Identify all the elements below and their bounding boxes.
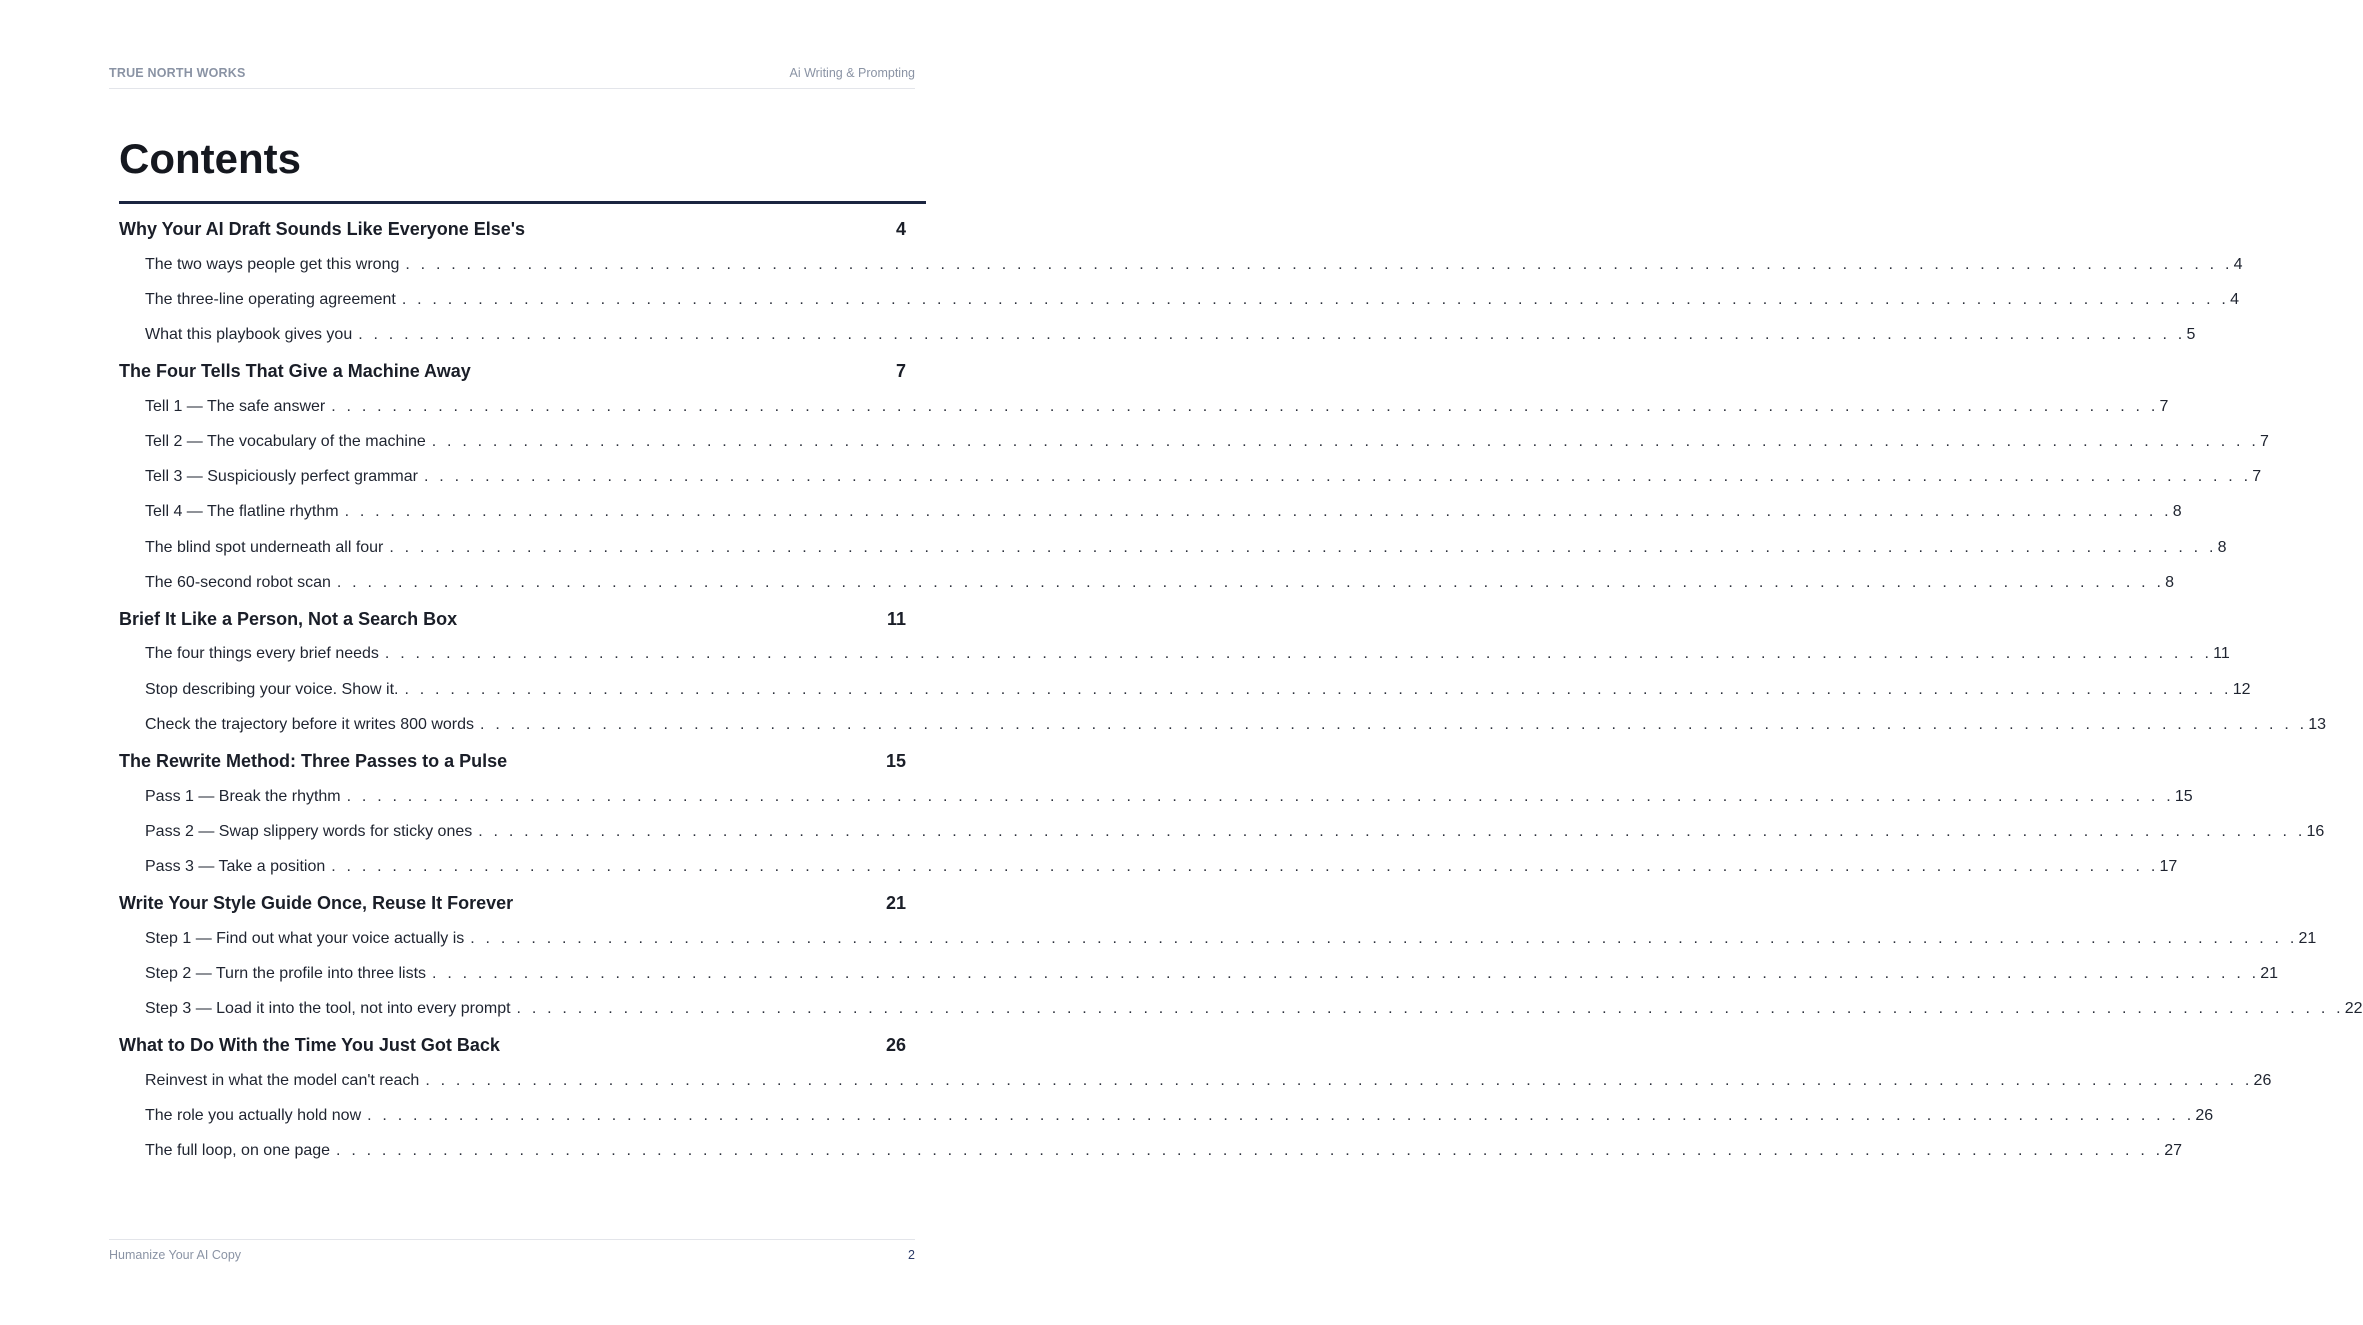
toc-section-page: 15 [2174, 787, 2193, 805]
toc-section-entry[interactable] [119, 317, 2196, 352]
toc-chapter-entry[interactable] [119, 1028, 906, 1063]
dot-leader: . . . . . . . . . . . . . . . . . . . . . . . . . . . . . . . . . . . . . . . . . . . . . . . . . . . . . . . . . . . . . . . . . . . . . . . . . . . . . . . . . . . . . . . . . . . . . . . . . . . . . . . . . . . . . . . . . . . . . . . . [480, 715, 2308, 733]
toc-chapter-entry[interactable] [119, 886, 906, 921]
toc-section-entry[interactable] [119, 849, 2178, 884]
toc-section-title: What this playbook gives you [145, 326, 358, 344]
toc-chapter-group [119, 212, 2243, 353]
toc-section-title: The full loop, on one page [145, 1142, 336, 1160]
toc-chapter-title: The Four Tells That Give a Machine Away [119, 361, 471, 382]
dot-leader: . . . . . . . . . . . . . . . . . . . . . . . . . . . . . . . . . . . . . . . . . . . . . . . . . . . . . . . . . . . . . . . . . . . . . . . . . . . . . . . . . . . . . . . . . . . . . . . . . . . . . . . . . . . . . . . . . . . . . . . . [516, 1000, 2344, 1018]
toc-section-page: 8 [2172, 503, 2182, 521]
toc-chapter-title: Brief It Like a Person, Not a Search Box [119, 608, 458, 629]
toc-section-title: The three-line operating agreement [145, 291, 402, 309]
dot-leader: . . . . . . . . . . . . . . . . . . . . . . . . . . . . . . . . . . . . . . . . . . . . . . . . . . . . . . . . . . . . . . . . . . . . . . . . . . . . . . . . . . . . . . . . . . . . . . . . . . . . . . . . . . . . . . . . . . . . . . . . [336, 573, 2165, 591]
toc-section-page: 22 [2344, 1000, 2363, 1018]
dot-leader: . . . . . . . . . . . . . . . . . . . . . . . . . . . . . . . . . . . . . . . . . . . . . . . . . . . . . . . . . . . . . . . . . . . . . . . . . . . . . . . . . . . . . . . . . . . . . . . . . . . . . . . . . . . . . . . . . . . . . . . . [401, 290, 2230, 308]
toc-section-entry[interactable] [119, 1134, 2183, 1169]
toc-section-page: 8 [2217, 538, 2227, 556]
toc-section-page: 4 [2233, 255, 2243, 273]
dot-leader: . . . . . . . . . . . . . . . . . . . . . . . . . . . . . . . . . . . . . . . . . . . . . . . . . . . . . . . . . . . . . . . . . . . . . . . . . . . . . . . . . . . . . . . . . . . . . . . . . . . . . . . . . . . . . . . . . . . . . . . . [404, 680, 2232, 698]
toc-section-page: 21 [2298, 929, 2317, 947]
toc-section-title: Pass 2 — Swap slippery words for sticky ones [145, 823, 478, 841]
toc-chapter-entry[interactable] [119, 744, 906, 779]
toc-section-page: 16 [2306, 822, 2325, 840]
toc-section-title: The four things every brief needs [145, 645, 385, 663]
toc-section-entry[interactable] [119, 282, 2239, 317]
dot-leader: . . . . . . . . . . . . . . . . . . . . . . . . . . . . . . . . . . . . . . . . . . . . . . . . . . . . . . . . . . . . . . . . . . . . . . . . . . . . . . . . . . . . . . . . . . . . . . . . . . . . . . . . . . . . . . . . . . . . . . . . [344, 503, 2172, 521]
toc-chapter-page: 7 [895, 361, 906, 382]
dot-leader: . . . . . . . . . . . . . . . . . . . . . . . . . . . . . . . . . . . . . . . . . . . . . . . . . . . . . . . . . . . . . . . . . . . . . . . . . . . . . . . . . . . . . . . . . . . . . . . . . . . . . . . . . . . . . . . . . . . . . . . . [423, 468, 2252, 486]
dot-leader: . . . . . . . . . . . . . . . . . . . . . . . . . . . . . . . . . . . . . . . . . . . . . . . . . . . . . . . . . . . . . . . . . . . . . . . . . . . . . . . . . . . . . . . . . . . . . . . . . . . . . . . . . . . . . . . . . . . . . . . . [478, 822, 2306, 840]
toc-chapter-page: 4 [895, 219, 906, 239]
toc-section-title: Step 2 — Turn the profile into three lists [145, 965, 432, 983]
dot-leader: . . . . . . . . . . . . . . . . . . . . . . . . . . . . . . . . . . . . . . . . . . . . . . . . . . . . . . . . . . . . . . . . . . . . . . . . . . . . . . . . . . . . . . . . . . . . . . . . . . . . . . . . . . . . . . . . . . . . . . . . [331, 397, 2159, 415]
toc-section-entry[interactable] [119, 707, 2327, 742]
toc-section-page: 5 [2186, 325, 2196, 343]
toc-chapter-title: The Rewrite Method: Three Passes to a Pulse [119, 751, 508, 772]
toc-section-title: Step 3 — Load it into the tool, not into every prompt [145, 1000, 517, 1018]
toc-section-page: 21 [2260, 964, 2279, 982]
toc-chapter-title: Write Your Style Guide Once, Reuse It Forever [119, 893, 514, 914]
toc-section-entry[interactable] [119, 247, 2243, 282]
toc-section-page: 7 [2259, 432, 2269, 450]
toc-section-title: Pass 3 — Take a position [145, 858, 331, 876]
toc-section-entry[interactable] [119, 814, 2325, 849]
toc-section-title: The 60-second robot scan [145, 574, 337, 592]
toc-chapter-page: 21 [885, 893, 906, 914]
toc-chapter-group [119, 744, 2325, 885]
dot-leader: . . . . . . . . . . . . . . . . . . . . . . . . . . . . . . . . . . . . . . . . . . . . . . . . . . . . . . . . . . . . . . . . . . . . . . . . . . . . . . . . . . . . . . . . . . . . . . . . . . . . . . . . . . . . . . . . . . . . . . . . [358, 325, 2186, 343]
toc-chapter-group [119, 354, 2269, 600]
dot-leader: . . . . . . . . . . . . . . . . . . . . . . . . . . . . . . . . . . . . . . . . . . . . . . . . . . . . . . . . . . . . . . . . . . . . . . . . . . . . . . . . . . . . . . . . . . . . . . . . . . . . . . . . . . . . . . . . . . . . . . . . [367, 1107, 2195, 1125]
dot-leader: . . . . . . . . . . . . . . . . . . . . . . . . . . . . . . . . . . . . . . . . . . . . . . . . . . . . . . . . . . . . . . . . . . . . . . . . . . . . . . . . . . . . . . . . . . . . . . . . . . . . . . . . . . . . . . . . . . . . . . . . [336, 1142, 2164, 1160]
toc-chapter-page: 11 [886, 608, 906, 629]
toc-section-title: Tell 2 — The vocabulary of the machine [145, 433, 432, 451]
toc-section-page: 7 [2159, 397, 2169, 415]
toc-section-entry[interactable] [119, 992, 2363, 1027]
toc-chapter-page: 15 [885, 751, 906, 772]
toc-section-page: 11 [2213, 645, 2230, 663]
toc-section-page: 17 [2159, 858, 2178, 875]
dot-leader: . . . . . . . . . . . . . . . . . . . . . . . . . . . . . . . . . . . . . . . . . . . . . . . . . . . . . . . . . . . . . . . . . . . . . . . . . . . . . . . . . . . . . . . . . . . . . . . . . . . . . . . . . . . . . . . . . . . . . . . . [405, 255, 2233, 273]
toc-chapter-group [119, 886, 2363, 1027]
toc-section-page: 7 [2252, 468, 2262, 486]
toc-section-title: Tell 4 — The flatline rhythm [145, 503, 345, 521]
toc-section-entry[interactable] [119, 460, 2262, 495]
toc-section-page: 13 [2308, 715, 2327, 733]
toc-chapter-entry[interactable] [119, 212, 906, 247]
toc-section-entry[interactable] [119, 672, 2251, 707]
footer-document-title: Humanize Your AI Copy [109, 1248, 242, 1262]
toc-section-entry[interactable] [119, 389, 2169, 424]
dot-leader: . . . . . . . . . . . . . . . . . . . . . . . . . . . . . . . . . . . . . . . . . . . . . . . . . . . . . . . . . . . . . . . . . . . . . . . . . . . . . . . . . . . . . . . . . . . . . . . . . . . . . . . . . . . . . . . . . . . . . . . . [432, 964, 2260, 982]
toc-section-entry[interactable] [119, 1099, 2214, 1134]
toc-section-entry[interactable] [119, 530, 2227, 565]
toc-section-entry[interactable] [119, 1063, 2272, 1098]
toc-section-page: 27 [2164, 1142, 2183, 1160]
toc-chapter-entry[interactable] [119, 602, 906, 637]
toc-chapter-entry[interactable] [119, 354, 906, 389]
toc-section-entry[interactable] [119, 779, 2193, 814]
toc-section-page: 26 [2195, 1107, 2214, 1125]
toc-section-title: The blind spot underneath all four [145, 539, 389, 557]
toc-chapter-group [119, 1028, 2272, 1169]
toc-section-page: 26 [2253, 1071, 2272, 1089]
toc-section-title: Pass 1 — Break the rhythm [145, 788, 347, 806]
dot-leader: . . . . . . . . . . . . . . . . . . . . . . . . . . . . . . . . . . . . . . . . . . . . . . . . . . . . . . . . . . . . . . . . . . . . . . . . . . . . . . . . . . . . . . . . . . . . . . . . . . . . . . . . . . . . . . . . . . . . . . . . [331, 858, 2159, 875]
page-footer [109, 1239, 915, 1266]
brand-name: TRUE NORTH WORKS [109, 66, 246, 80]
toc-chapter-title: Why Your AI Draft Sounds Like Everyone Else's [119, 219, 526, 239]
toc-section-entry[interactable] [119, 921, 2317, 956]
toc-chapter-group [119, 602, 2327, 743]
toc-section-page: 4 [2230, 290, 2239, 308]
toc-section-title: Step 1 — Find out what your voice actually is [145, 930, 470, 948]
toc-section-entry[interactable] [119, 495, 2182, 530]
toc-section-page: 12 [2232, 680, 2251, 698]
toc-section-entry[interactable] [119, 637, 2230, 672]
page-title: Contents [119, 135, 301, 182]
toc-section-title: Stop describing your voice. Show it. [145, 681, 404, 699]
header-topic: Ai Writing & Prompting [789, 66, 915, 80]
footer-page-number: 2 [908, 1248, 915, 1262]
toc-section-entry[interactable] [119, 424, 2269, 459]
dot-leader: . . . . . . . . . . . . . . . . . . . . . . . . . . . . . . . . . . . . . . . . . . . . . . . . . . . . . . . . . . . . . . . . . . . . . . . . . . . . . . . . . . . . . . . . . . . . . . . . . . . . . . . . . . . . . . . . . . . . . . . . [425, 1071, 2253, 1089]
dot-leader: . . . . . . . . . . . . . . . . . . . . . . . . . . . . . . . . . . . . . . . . . . . . . . . . . . . . . . . . . . . . . . . . . . . . . . . . . . . . . . . . . . . . . . . . . . . . . . . . . . . . . . . . . . . . . . . . . . . . . . . . [346, 787, 2174, 805]
toc-section-title: Reinvest in what the model can't reach [145, 1072, 425, 1090]
dot-leader: . . . . . . . . . . . . . . . . . . . . . . . . . . . . . . . . . . . . . . . . . . . . . . . . . . . . . . . . . . . . . . . . . . . . . . . . . . . . . . . . . . . . . . . . . . . . . . . . . . . . . . . . . . . . . . . . . . . . . . . . [470, 929, 2298, 947]
toc-section-title: The role you actually hold now [145, 1107, 367, 1125]
toc-section-entry[interactable] [119, 956, 2279, 991]
table-of-contents [119, 212, 2363, 1171]
toc-chapter-title: What to Do With the Time You Just Got Back [119, 1035, 500, 1056]
toc-section-title: Check the trajectory before it writes 800 words [145, 716, 480, 734]
dot-leader: . . . . . . . . . . . . . . . . . . . . . . . . . . . . . . . . . . . . . . . . . . . . . . . . . . . . . . . . . . . . . . . . . . . . . . . . . . . . . . . . . . . . . . . . . . . . . . . . . . . . . . . . . . . . . . . . . . . . . . . . [384, 645, 2213, 663]
toc-section-title: Tell 1 — The safe answer [145, 398, 331, 416]
toc-section-page: 8 [2165, 573, 2175, 591]
toc-section-title: The two ways people get this wrong [145, 256, 405, 274]
toc-chapter-page: 26 [885, 1035, 906, 1056]
dot-leader: . . . . . . . . . . . . . . . . . . . . . . . . . . . . . . . . . . . . . . . . . . . . . . . . . . . . . . . . . . . . . . . . . . . . . . . . . . . . . . . . . . . . . . . . . . . . . . . . . . . . . . . . . . . . . . . . . . . . . . . . [389, 538, 2217, 556]
toc-section-title: Tell 3 — Suspiciously perfect grammar [145, 468, 424, 486]
toc-section-entry[interactable] [119, 565, 2175, 600]
dot-leader: . . . . . . . . . . . . . . . . . . . . . . . . . . . . . . . . . . . . . . . . . . . . . . . . . . . . . . . . . . . . . . . . . . . . . . . . . . . . . . . . . . . . . . . . . . . . . . . . . . . . . . . . . . . . . . . . . . . . . . . . [431, 432, 2259, 450]
page-header [109, 66, 915, 89]
title-divider [119, 201, 926, 204]
